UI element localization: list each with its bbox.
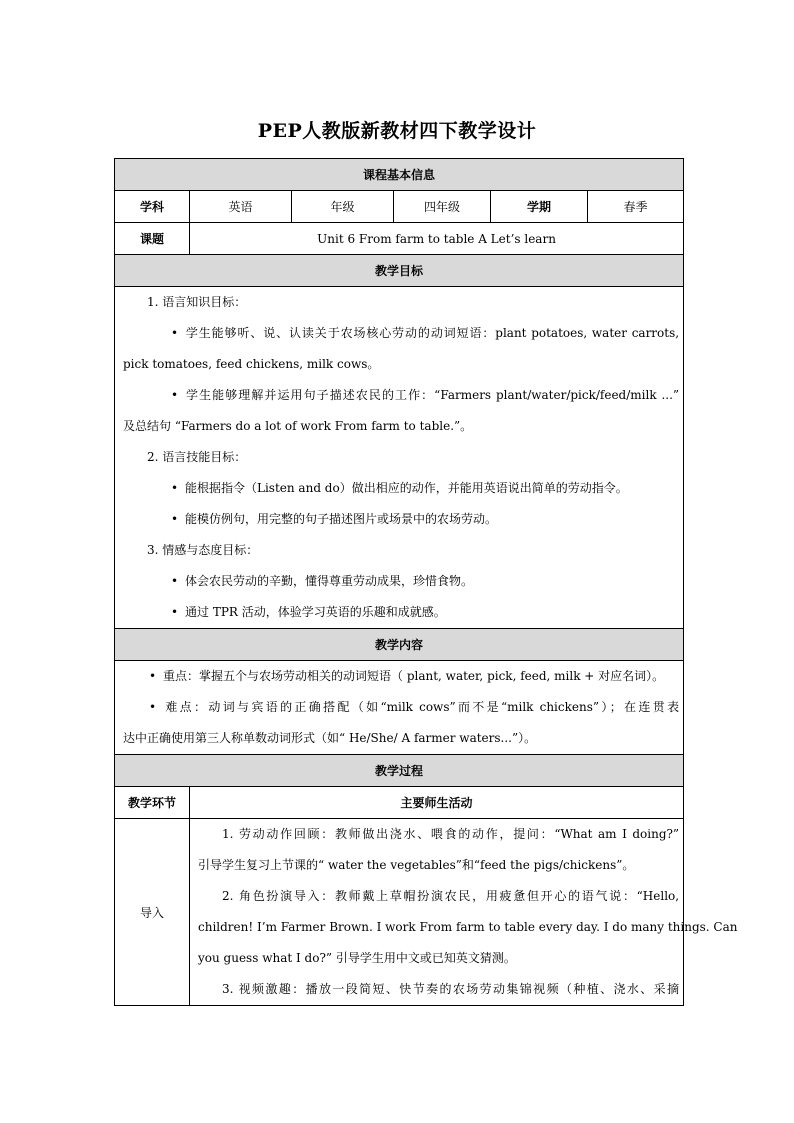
term-value: 春季 <box>588 191 684 223</box>
objective-bullet-4: • 能模仿例句，用完整的句子描述图片或场景中的农场劳动。 <box>119 504 679 535</box>
process-activity-header: 主要师生活动 <box>190 787 684 819</box>
bullet-icon: • <box>149 669 157 683</box>
document-title: PEP人教版新教材四下教学设计 <box>257 120 537 142</box>
activity-2-cont-2: you guess what I do?” 引导学生用中文或已知英文猜测。 <box>198 951 516 965</box>
subject-value: 英语 <box>190 191 292 223</box>
section-header-process: 教学过程 <box>115 755 684 787</box>
process-stage-header: 教学环节 <box>115 787 190 819</box>
bullet-icon: • <box>171 574 179 588</box>
lesson-plan-table <box>114 158 738 1006</box>
activity-1: 1. 劳动动作回顾：教师做出浇水、喂食的动作，提问：“What am I doing?” <box>222 827 680 841</box>
bullet-icon: • <box>171 481 179 495</box>
bullet-icon: • <box>171 388 179 402</box>
activity-2: 2. 角色扮演导入：教师戴上草帽扮演农民，用疲惫但开心的语气说：“Hello, <box>222 889 680 903</box>
objective-bullet-2-cont: 及总结句 “Farmers do a lot of work From farm to table.”。 <box>123 419 473 433</box>
section-header-objectives: 教学目标 <box>115 255 684 287</box>
section-header-basic-info: 课程基本信息 <box>115 159 684 191</box>
objective-heading-knowledge: 1. 语言知识目标： <box>147 295 247 309</box>
topic-label: 课题 <box>115 223 190 255</box>
objective-heading-attitude: 3. 情感与态度目标： <box>147 543 259 557</box>
objective-bullet-2: • 学生能够理解并运用句子描述农民的工作：“Farmers plant/water/pick/feed/milk ...” <box>119 380 679 411</box>
section-header-content: 教学内容 <box>115 629 684 661</box>
topic-value: Unit 6 From farm to table A Let’s learn <box>190 223 684 255</box>
objective-bullet-6: • 通过 TPR 活动，体验学习英语的乐趣和成就感。 <box>119 597 679 628</box>
objective-bullet-5: • 体会农民劳动的辛勤，懂得尊重劳动成果，珍惜食物。 <box>119 566 679 597</box>
content-key-point: • 重点：掌握五个与农场劳动相关的动词短语（ plant, water, pick, feed, milk + 对应名词）。 <box>119 661 679 692</box>
objective-heading-skills: 2. 语言技能目标： <box>147 450 247 464</box>
grade-value: 四年级 <box>394 191 491 223</box>
grade-label: 年级 <box>292 191 394 223</box>
content-difficulty-cont: 达中正确使用第三人称单数动词形式（如“ He/She/ A farmer waters...”）。 <box>123 731 537 745</box>
subject-label: 学科 <box>115 191 190 223</box>
bullet-icon: • <box>149 700 157 714</box>
activity-3: 3. 视频激趣：播放一段简短、快节奏的农场劳动集锦视频（种植、浇水、采摘 <box>222 982 680 996</box>
bullet-icon: • <box>171 512 179 526</box>
process-stage-intro: 导入 <box>115 819 190 1006</box>
bullet-icon: • <box>171 326 179 340</box>
bullet-icon: • <box>171 605 179 619</box>
objective-bullet-1: • 学生能够听、说、认读关于农场核心劳动的动词短语：plant potatoes, water carrots, <box>119 318 679 349</box>
activity-1-cont: 引导学生复习上节课的“ water the vegetables”和“feed the pigs/chickens”。 <box>198 858 635 872</box>
term-label: 学期 <box>491 191 588 223</box>
content-difficulty: • 难点：动词与宾语的正确搭配（如“milk cows”而不是“milk chickens”）；在连贯表 <box>119 692 679 723</box>
process-activities <box>190 819 738 1006</box>
activity-2-cont: children! I’m Farmer Brown. I work From farm to table every day. I do many things. Can <box>198 920 738 934</box>
objective-bullet-3: • 能根据指令（Listen and do）做出相应的动作，并能用英语说出简单的劳动指令。 <box>119 473 679 504</box>
objectives-body <box>115 287 684 629</box>
content-body <box>115 661 684 755</box>
objective-bullet-1-cont: pick tomatoes, feed chickens, milk cows。 <box>123 357 380 371</box>
